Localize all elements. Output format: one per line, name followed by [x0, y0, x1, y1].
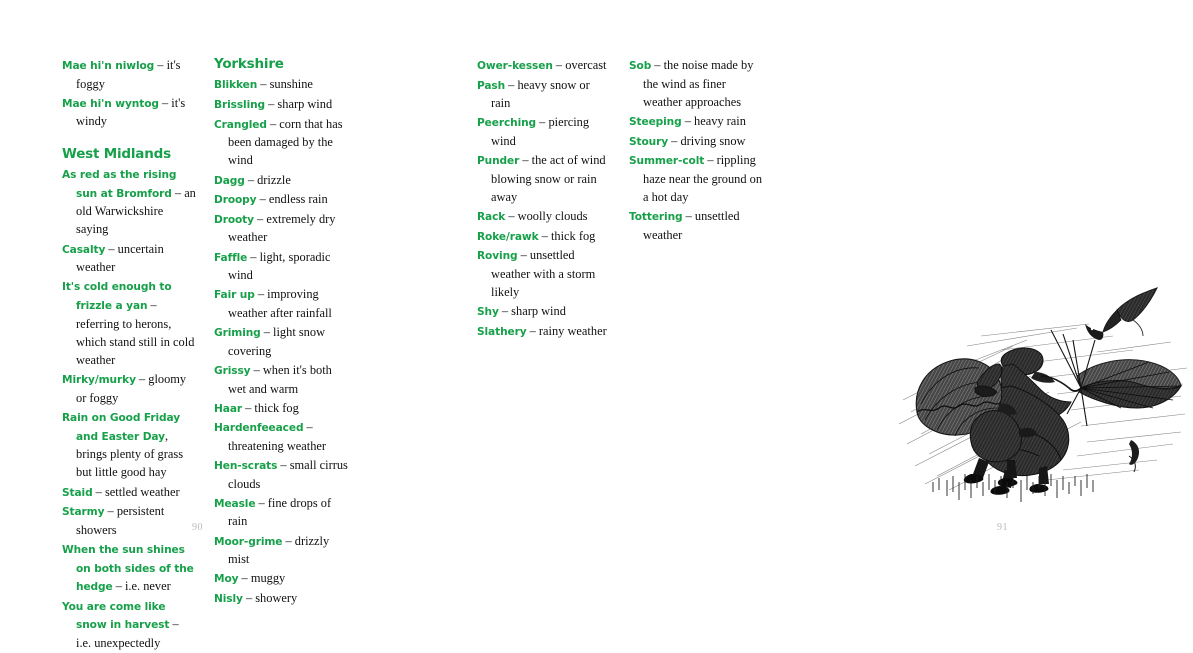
entry-gloss: – an old Warwickshire saying — [76, 185, 196, 237]
entry-gloss: – improving weather after rainfall — [228, 287, 332, 320]
list-item — [477, 322, 611, 341]
entry-term: Staid — [62, 486, 93, 499]
entry-term: Droopy — [214, 194, 257, 207]
list-item — [629, 207, 763, 244]
entry-gloss: – i.e. unexpectedly — [76, 617, 179, 650]
entry-term: Stoury — [629, 135, 669, 148]
entry-term: Moor-grime — [214, 535, 283, 548]
entry-term: Shy — [477, 306, 499, 319]
entry-term: Hen-scrats — [214, 460, 278, 473]
list-item — [214, 399, 348, 418]
list-item — [62, 240, 196, 277]
entry-gloss: – sharp wind — [498, 304, 566, 319]
entry-gloss: – settled weather — [92, 484, 180, 499]
entry-gloss: – rainy weather — [526, 323, 607, 338]
list-item — [477, 56, 611, 75]
entry-gloss: – small cirrus clouds — [228, 458, 348, 491]
section-heading-west-midlands: West Midlands — [62, 145, 171, 162]
column-yorkshire-part-3 — [629, 56, 763, 341]
list-item — [214, 532, 348, 569]
list-item — [62, 483, 196, 502]
entry-gloss: – extremely dry weather — [228, 211, 336, 245]
list-item — [477, 246, 611, 301]
list-item — [477, 113, 611, 150]
entry-gloss: – sharp wind — [265, 97, 333, 112]
list-item — [629, 112, 763, 131]
list-item — [62, 502, 196, 539]
right-page-columns — [477, 56, 783, 341]
page-number-right: 91 — [997, 522, 1008, 533]
list-item — [214, 589, 348, 608]
windy-weather-engraving — [881, 284, 1193, 506]
entry-term: Mirky/murky — [62, 374, 136, 387]
entry-gloss: – sunshine — [257, 77, 313, 92]
entry-gloss: – light snow covering — [228, 325, 326, 358]
entry-term: Haar — [214, 402, 242, 415]
entry-term: Rain on Good Friday and Easter Day — [62, 412, 181, 443]
entry-gloss: – it's windy — [76, 95, 186, 129]
list-item — [62, 165, 196, 239]
entry-gloss: – the noise made by the wind as finer weather approaches — [643, 58, 754, 109]
list-item — [629, 151, 763, 206]
entry-term: Fair up — [214, 289, 255, 302]
entry-term: Punder — [477, 155, 520, 168]
entry-gloss: – gloomy or foggy — [76, 372, 187, 405]
entry-term: Griming — [214, 327, 261, 340]
entry-gloss: – the act of wind blowing snow or rain away — [491, 153, 606, 204]
entry-gloss: – fine drops of rain — [228, 495, 332, 529]
list-item — [477, 151, 611, 206]
entry-term: Nisly — [214, 593, 243, 606]
entry-term: Moy — [214, 573, 239, 586]
entry-gloss: – thick fog — [242, 400, 299, 415]
entry-gloss: – light, sporadic wind — [228, 249, 331, 283]
list-item — [214, 190, 348, 209]
list-item — [214, 210, 348, 247]
entry-gloss: – heavy rain — [681, 114, 746, 129]
entry-term: Crangled — [214, 118, 267, 131]
list-item — [62, 56, 196, 93]
column-west-midlands — [62, 56, 196, 653]
list-item — [214, 75, 348, 94]
entry-gloss: – woolly clouds — [505, 209, 588, 224]
entry-gloss: , brings plenty of grass but little good hay — [76, 428, 184, 480]
entry-gloss: – uncertain weather — [76, 241, 164, 275]
entry-term: Roving — [477, 250, 518, 263]
entry-term: Dagg — [214, 174, 245, 187]
entry-term: Summer-colt — [629, 155, 705, 168]
list-item — [62, 597, 196, 652]
entry-term: Drooty — [214, 213, 254, 226]
entry-gloss: – overcast — [552, 58, 607, 72]
entry-term: Pash — [477, 79, 506, 92]
entry-term: Tottering — [629, 211, 683, 224]
entry-gloss: – persistent showers — [76, 504, 165, 537]
entry-term: Ower-kessen — [477, 60, 553, 72]
entry-gloss: – rippling haze near the ground on a hot day — [643, 153, 763, 204]
entry-gloss: – thick fog — [538, 228, 596, 243]
entry-gloss: – unsettled weather — [643, 209, 740, 242]
entry-term: Sob — [629, 60, 652, 72]
entry-term: Measle — [214, 497, 256, 510]
column-yorkshire-part-1 — [214, 56, 348, 653]
list-item — [477, 207, 611, 226]
entry-gloss: – corn that has been damaged by the wind — [228, 116, 343, 168]
entry-term: Rack — [477, 211, 506, 224]
entry-term: Casalty — [62, 243, 106, 256]
entry-gloss: – muggy — [238, 571, 286, 586]
entry-term: As red as the rising sun at Bromford — [62, 169, 177, 200]
entry-gloss: – unsettled weather with a storm likely — [491, 248, 596, 300]
page-number-left: 90 — [192, 522, 203, 533]
entry-gloss: – piercing wind — [491, 115, 590, 148]
section-heading-yorkshire: Yorkshire — [214, 56, 284, 72]
list-item — [62, 408, 196, 482]
list-item — [214, 285, 348, 322]
entry-term: Faffle — [214, 251, 248, 264]
list-item — [62, 94, 196, 131]
list-item — [214, 95, 348, 114]
left-page-columns — [62, 56, 368, 653]
column-yorkshire-part-2 — [477, 56, 611, 341]
list-item — [477, 76, 611, 113]
list-item — [214, 361, 348, 398]
list-item — [62, 540, 196, 596]
entry-term: It's cold enough to frizzle a yan — [62, 281, 172, 313]
entry-term: Starmy — [62, 506, 105, 519]
entry-term: Hardenfeeaced — [214, 422, 304, 435]
entry-term: Grissy — [214, 364, 251, 377]
entry-gloss: – i.e. never — [112, 579, 171, 594]
entry-term: You are come like snow in harvest — [62, 600, 170, 632]
entry-term: When the sun shines on both sides of the hedge — [62, 544, 194, 594]
entry-term: Steeping — [629, 116, 682, 129]
entry-gloss: – referring to herons, which stand still in cold weather — [76, 298, 195, 368]
entry-gloss: – drizzly mist — [228, 533, 330, 567]
list-item — [214, 323, 348, 360]
entry-gloss: – when it's both wet and warm — [228, 362, 332, 396]
list-item — [629, 132, 763, 151]
entry-term: Blikken — [214, 79, 258, 92]
list-item — [214, 418, 348, 455]
list-item — [214, 456, 348, 493]
entry-gloss: – it's foggy — [76, 58, 181, 91]
list-item — [214, 115, 348, 170]
entry-gloss: – showery — [242, 591, 298, 606]
list-item — [629, 56, 763, 111]
list-item — [214, 494, 348, 531]
entry-gloss: – drizzle — [244, 172, 291, 187]
entry-term: Roke/rawk — [477, 230, 539, 243]
list-item — [477, 302, 611, 321]
right-page — [405, 0, 1008, 561]
list-item — [62, 370, 196, 407]
entry-term: Peerching — [477, 117, 537, 130]
entry-gloss: – endless rain — [256, 192, 328, 207]
list-item — [214, 248, 348, 285]
entry-gloss: – driving snow — [668, 133, 746, 148]
list-item — [477, 227, 611, 246]
entry-gloss: – threatening weather — [228, 420, 327, 453]
list-item — [214, 171, 348, 190]
entry-term: Slathery — [477, 325, 527, 338]
left-page — [0, 0, 405, 650]
entry-gloss: – heavy snow or rain — [491, 77, 590, 111]
entry-term: Mae hi'n wyntog — [62, 97, 159, 110]
list-item — [62, 277, 196, 369]
entry-term: Mae hi'n niwlog — [62, 60, 155, 72]
list-item — [214, 569, 348, 588]
entry-term: Brissling — [214, 99, 266, 112]
